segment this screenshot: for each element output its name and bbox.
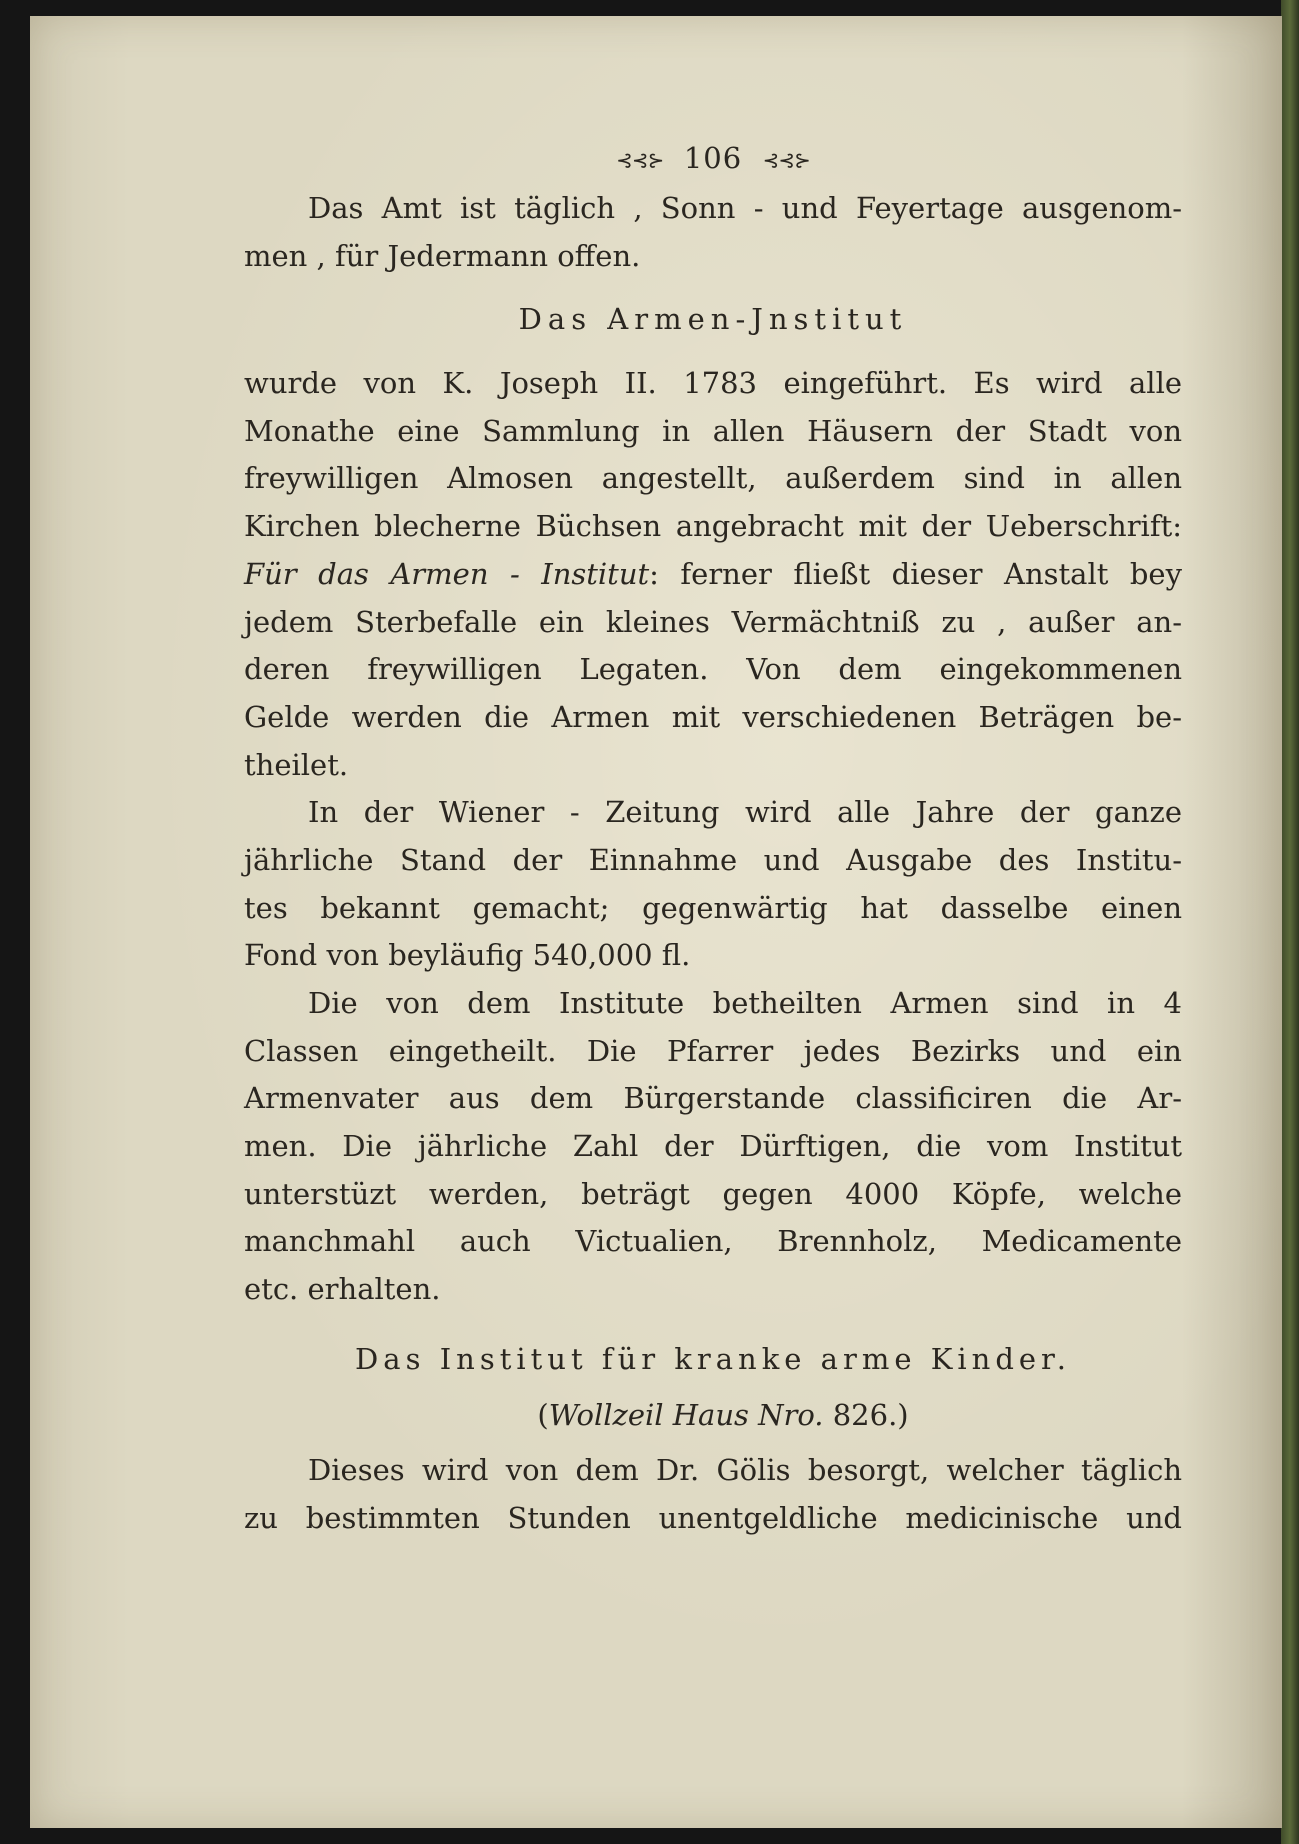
- text-line: Dieses wird von dem Dr. Gölis besorgt, welcher täglich: [308, 1453, 1182, 1488]
- text-line: [244, 551, 1182, 599]
- text-line: Die von dem Institute betheilten Armen sind in 4: [308, 986, 1182, 1020]
- text-line: theilet.: [244, 747, 349, 782]
- section-heading-armen-institut: Das Armen-Jnstitut: [518, 302, 908, 337]
- page-number: 106: [683, 141, 743, 175]
- text-line: unterstüzt werden, beträgt gegen 4000 Köpfe, welche: [244, 1176, 1182, 1211]
- text-line: Gelde werden die Armen mit verschiedenen Beträgen be-: [244, 699, 1182, 734]
- text-fragment: : ferner fließt dieser Anstalt bey: [649, 556, 1182, 591]
- text-line: freywilligen Almosen angestellt, außerdem sind in allen: [244, 461, 1182, 496]
- text-line: etc. erhalten.: [244, 1272, 441, 1307]
- text-line: Classen eingetheilt. Die Pfarrer jedes Bezirks und ein: [244, 1033, 1182, 1068]
- text-line: Das Amt ist täglich , Sonn - und Feyertage ausgenom-: [308, 191, 1182, 225]
- section-heading-kinder-institut: Das Institut für kranke arme Kinder.: [355, 1341, 1071, 1376]
- text-line: Kirchen blecherne Büchsen angebracht mit der Ueberschrift:: [244, 509, 1182, 544]
- page-text: [244, 133, 1182, 1543]
- text-line: deren freywilligen Legaten. Von dem eingekommenen: [244, 652, 1182, 687]
- ornament-right: ⊰⊰⊱: [762, 148, 810, 172]
- text-line: zu bestimmten Stunden unentgeldliche medicinische und: [244, 1500, 1182, 1535]
- text-line: tes bekannt gemacht; gegenwärtig hat dasselbe einen: [244, 890, 1182, 925]
- text-line: men , für Jedermann offen.: [244, 238, 641, 273]
- address-number: 826.): [823, 1397, 909, 1432]
- address-subtitle: [244, 1392, 1182, 1440]
- ornament-left: ⊰⊰⊱: [616, 148, 664, 172]
- text-line: Armenvater aus dem Bürgerstande classificiren die Ar-: [244, 1081, 1182, 1116]
- address-italic: Wollzeil Haus Nro.: [548, 1397, 824, 1432]
- text-line: Monathe eine Sammlung in allen Häusern der Stadt von: [244, 413, 1182, 448]
- text-line: Fond von beyläufig 540,000 fl.: [244, 938, 691, 973]
- text-line: jährliche Stand der Einnahme und Ausgabe des Institu-: [244, 842, 1182, 877]
- book-binding: [1281, 0, 1299, 1844]
- italic-phrase: Für das Armen - Institut: [244, 556, 650, 591]
- text-line: men. Die jährliche Zahl der Dürftigen, die vom Institut: [244, 1129, 1182, 1164]
- text-line: wurde von K. Joseph II. 1783 eingeführt. Es wird alle: [244, 366, 1182, 401]
- text-line: jedem Sterbefalle ein kleines Vermächtniß zu , außer an-: [244, 604, 1182, 639]
- text-line: In der Wiener - Zeitung wird alle Jahre der ganze: [308, 795, 1182, 830]
- text-line: manchmahl auch Victualien, Brennholz, Medicamente: [244, 1224, 1182, 1259]
- paren-open: (: [537, 1397, 549, 1432]
- running-header: [244, 133, 1182, 185]
